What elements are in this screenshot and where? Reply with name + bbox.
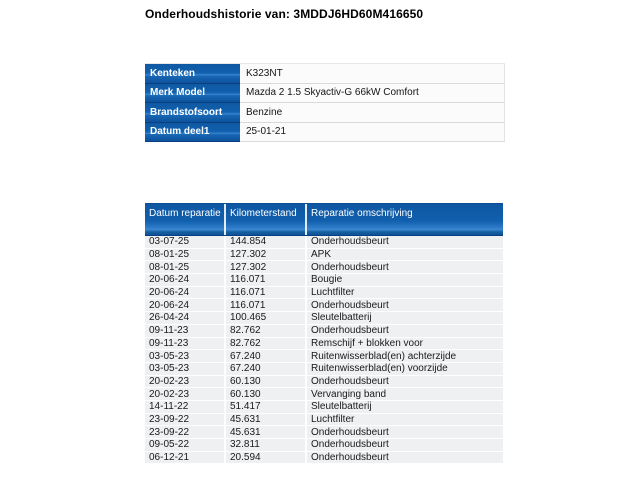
column-header-odometer: Kilometerstand bbox=[226, 204, 307, 235]
cell-repair-description: Onderhoudsbeurt bbox=[311, 261, 389, 273]
cell-repair-description: Remschijf + blokken voor bbox=[311, 337, 423, 349]
info-label: Merk Model bbox=[145, 84, 240, 104]
table-row bbox=[145, 312, 503, 325]
table-row bbox=[145, 426, 503, 439]
vehicle-info-table bbox=[145, 63, 505, 142]
info-value: 25-01-21 bbox=[240, 123, 505, 143]
table-row bbox=[145, 452, 503, 465]
cell-repair-date: 06-12-21 bbox=[145, 452, 226, 464]
maintenance-history-table bbox=[145, 203, 503, 464]
cell-odometer: 127.302 bbox=[226, 261, 307, 273]
cell-repair-description: Onderhoudsbeurt bbox=[311, 452, 389, 464]
cell-odometer: 60.130 bbox=[226, 376, 307, 388]
info-label: Datum deel1 bbox=[145, 123, 240, 143]
history-body bbox=[145, 236, 503, 464]
cell-repair-date: 03-07-25 bbox=[145, 236, 226, 248]
table-row bbox=[145, 261, 503, 274]
table-row bbox=[145, 401, 503, 414]
cell-repair-description: Luchtfilter bbox=[311, 287, 355, 299]
cell-repair-description: Onderhoudsbeurt bbox=[311, 299, 389, 311]
cell-odometer: 82.762 bbox=[226, 325, 307, 337]
column-header-repair-date: Datum reparatie bbox=[145, 204, 226, 235]
cell-repair-description: Ruitenwisserblad(en) achterzijde bbox=[311, 350, 457, 362]
cell-odometer: 100.465 bbox=[226, 312, 307, 324]
table-row bbox=[145, 338, 503, 351]
cell-odometer: 67.240 bbox=[226, 363, 307, 375]
cell-odometer: 60.130 bbox=[226, 388, 307, 400]
table-row bbox=[145, 299, 503, 312]
page-title: Onderhoudshistorie van: 3MDDJ6HD60M416650 bbox=[145, 7, 424, 21]
cell-repair-date: 20-06-24 bbox=[145, 287, 226, 299]
table-row bbox=[145, 274, 503, 287]
info-row bbox=[145, 64, 505, 84]
cell-repair-description: Sleutelbatterij bbox=[311, 401, 372, 413]
table-row bbox=[145, 363, 503, 376]
cell-odometer: 32.811 bbox=[226, 439, 307, 451]
column-header-repair-description: Reparatie omschrijving bbox=[311, 208, 413, 219]
cell-repair-date: 14-11-22 bbox=[145, 401, 226, 413]
info-value: Mazda 2 1.5 Skyactiv-G 66kW Comfort bbox=[240, 84, 505, 104]
cell-repair-date: 08-01-25 bbox=[145, 261, 226, 273]
info-value: Benzine bbox=[240, 103, 505, 123]
history-header-row bbox=[145, 203, 503, 236]
cell-odometer: 116.071 bbox=[226, 287, 307, 299]
cell-odometer: 20.594 bbox=[226, 452, 307, 464]
cell-repair-description: Onderhoudsbeurt bbox=[311, 426, 389, 438]
cell-repair-description: Onderhoudsbeurt bbox=[311, 325, 389, 337]
info-value: K323NT bbox=[240, 64, 505, 84]
cell-odometer: 45.631 bbox=[226, 414, 307, 426]
cell-repair-date: 08-01-25 bbox=[145, 249, 226, 261]
cell-repair-date: 03-05-23 bbox=[145, 350, 226, 362]
info-label: Kenteken bbox=[145, 64, 240, 84]
table-row bbox=[145, 287, 503, 300]
cell-repair-date: 26-04-24 bbox=[145, 312, 226, 324]
cell-repair-description: APK bbox=[311, 249, 332, 261]
cell-odometer: 67.240 bbox=[226, 350, 307, 362]
cell-repair-description: Onderhoudsbeurt bbox=[311, 375, 389, 387]
cell-repair-date: 20-06-24 bbox=[145, 274, 226, 286]
cell-odometer: 82.762 bbox=[226, 338, 307, 350]
cell-repair-date: 09-11-23 bbox=[145, 338, 226, 350]
cell-repair-description: Onderhoudsbeurt bbox=[311, 439, 389, 451]
table-row bbox=[145, 376, 503, 389]
cell-repair-date: 20-02-23 bbox=[145, 376, 226, 388]
table-row bbox=[145, 249, 503, 262]
cell-repair-date: 20-06-24 bbox=[145, 299, 226, 311]
info-row bbox=[145, 103, 505, 123]
cell-repair-date: 23-09-22 bbox=[145, 414, 226, 426]
info-row bbox=[145, 84, 505, 104]
cell-odometer: 144.854 bbox=[226, 236, 307, 248]
info-row bbox=[145, 123, 505, 143]
cell-odometer: 45.631 bbox=[226, 426, 307, 438]
cell-repair-date: 20-02-23 bbox=[145, 388, 226, 400]
cell-repair-description: Luchtfilter bbox=[311, 413, 355, 425]
table-row bbox=[145, 236, 503, 249]
cell-repair-date: 23-09-22 bbox=[145, 426, 226, 438]
info-label: Brandstofsoort bbox=[145, 103, 240, 123]
cell-repair-date: 03-05-23 bbox=[145, 363, 226, 375]
cell-repair-description: Ruitenwisserblad(en) voorzijde bbox=[311, 363, 448, 375]
table-row bbox=[145, 439, 503, 452]
table-row bbox=[145, 350, 503, 363]
cell-repair-date: 09-05-22 bbox=[145, 439, 226, 451]
cell-odometer: 116.071 bbox=[226, 274, 307, 286]
cell-repair-description: Sleutelbatterij bbox=[311, 312, 372, 324]
cell-repair-description: Vervanging band bbox=[311, 388, 387, 400]
cell-odometer: 127.302 bbox=[226, 249, 307, 261]
table-row bbox=[145, 325, 503, 338]
cell-repair-description: Bougie bbox=[311, 274, 343, 286]
cell-repair-date: 09-11-23 bbox=[145, 325, 226, 337]
cell-odometer: 116.071 bbox=[226, 299, 307, 311]
cell-odometer: 51.417 bbox=[226, 401, 307, 413]
cell-repair-description: Onderhoudsbeurt bbox=[311, 236, 389, 248]
table-row bbox=[145, 388, 503, 401]
table-row bbox=[145, 414, 503, 427]
